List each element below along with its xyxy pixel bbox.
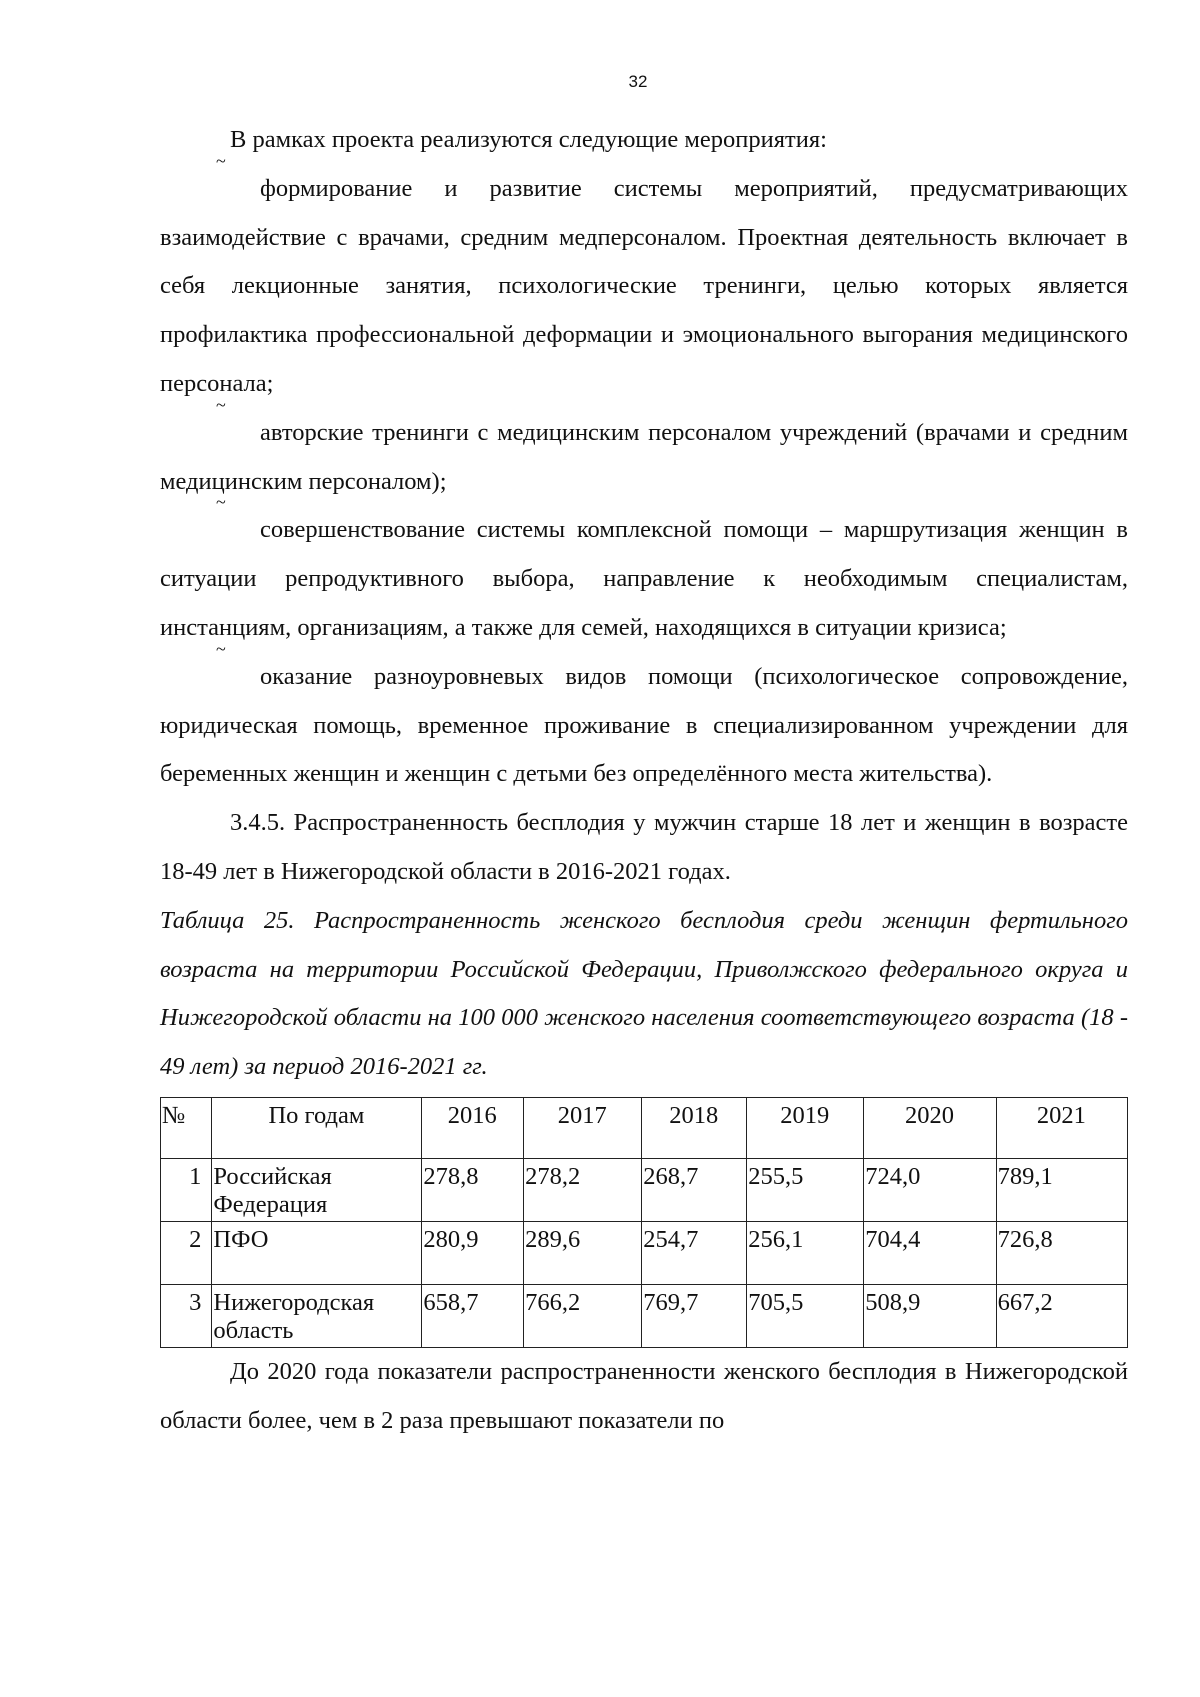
column-header: №	[161, 1097, 212, 1158]
tilde-bullet-icon: ~	[216, 150, 226, 171]
section-heading: 3.4.5. Распространенность бесплодия у мужчин старше 18 лет и женщин в возрасте 18-49 лет в Нижегородской области в 2016-2021 годах.	[160, 809, 1128, 885]
tilde-bullet-icon: ~	[216, 492, 226, 513]
bullet-item	[160, 638, 1128, 799]
table-cell: 726,8	[996, 1221, 1127, 1284]
table-row	[161, 1284, 1128, 1347]
table-cell: 255,5	[747, 1158, 864, 1221]
tilde-bullet-icon: ~	[216, 394, 226, 415]
table-cell: 280,9	[422, 1221, 524, 1284]
row-number: 3	[161, 1284, 212, 1347]
region-name: Российская Федерация	[212, 1158, 422, 1221]
tilde-bullet-icon: ~	[216, 638, 226, 659]
table-cell: 667,2	[996, 1284, 1127, 1347]
bullet-item	[160, 492, 1128, 652]
bullet-item	[160, 394, 1128, 507]
table-cell: 769,7	[642, 1284, 747, 1347]
document-body	[160, 116, 1128, 1446]
table-header-row	[161, 1097, 1128, 1158]
bullet-text: совершенствование системы комплексной помощи – маршрутизация женщин в ситуации репродуктивного выбора, направление к необходимым специалистам, инстанциям, организациям, а также для семей, находящихся в ситуации кризиса;	[160, 516, 1128, 641]
row-number: 1	[161, 1158, 212, 1221]
bullet-text: оказание разноуровневых видов помощи (психологическое сопровождение, юридическая помощь, временное проживание в специализированном учреждении для беременных женщин и женщин с детьми без определённого места жительства).	[160, 662, 1128, 788]
table-cell: 256,1	[747, 1221, 864, 1284]
infertility-table	[160, 1097, 1128, 1348]
table-cell: 658,7	[422, 1284, 524, 1347]
region-name: Нижегородская область	[212, 1284, 422, 1347]
table-caption: Таблица 25. Распространенность женского бесплодия среди женщин фертильного возраста на территории Российской Федерации, Приволжского федерального округа и Нижегородской области на 100 000 женского населения соответствующего возраста (18 - 49 лет) за период 2016-2021 гг.	[160, 906, 1128, 1081]
bullet-item	[160, 150, 1128, 409]
column-header: 2020	[864, 1097, 996, 1158]
column-header: По годам	[212, 1097, 422, 1158]
column-header: 2017	[524, 1097, 642, 1158]
page-number: 32	[628, 72, 648, 91]
bullet-text: формирование и развитие системы мероприятий, предусматривающих взаимодействие с врачами, средним медперсоналом. Проектная деятельность включает в себя лекционные занятия, психологические тренинги, целью которых является профилактика профессиональной деформации и эмоционального выгорания медицинского персонала;	[160, 174, 1128, 397]
column-header: 2018	[642, 1097, 747, 1158]
table-cell: 789,1	[996, 1158, 1127, 1221]
table-cell: 766,2	[524, 1284, 642, 1347]
table-cell: 254,7	[642, 1221, 747, 1284]
table-cell: 508,9	[864, 1284, 996, 1347]
table-cell: 704,4	[864, 1221, 996, 1284]
table-row	[161, 1221, 1128, 1284]
column-header: 2016	[422, 1097, 524, 1158]
intro-paragraph: В рамках проекта реализуются следующие мероприятия:	[230, 126, 827, 153]
table-cell: 278,2	[524, 1158, 642, 1221]
bullet-text: авторские тренинги с медицинским персоналом учреждений (врачами и средним медицинским персоналом);	[160, 418, 1128, 495]
table-cell: 268,7	[642, 1158, 747, 1221]
closing-paragraph: До 2020 года показатели распространенности женского бесплодия в Нижегородской области более, чем в 2 раза превышают показатели по	[160, 1357, 1128, 1434]
table-row	[161, 1158, 1128, 1221]
table-cell: 724,0	[864, 1158, 996, 1221]
table-cell: 705,5	[747, 1284, 864, 1347]
table-cell: 289,6	[524, 1221, 642, 1284]
row-number: 2	[161, 1221, 212, 1284]
region-name: ПФО	[212, 1221, 422, 1284]
column-header: 2021	[996, 1097, 1127, 1158]
column-header: 2019	[747, 1097, 864, 1158]
table-cell: 278,8	[422, 1158, 524, 1221]
